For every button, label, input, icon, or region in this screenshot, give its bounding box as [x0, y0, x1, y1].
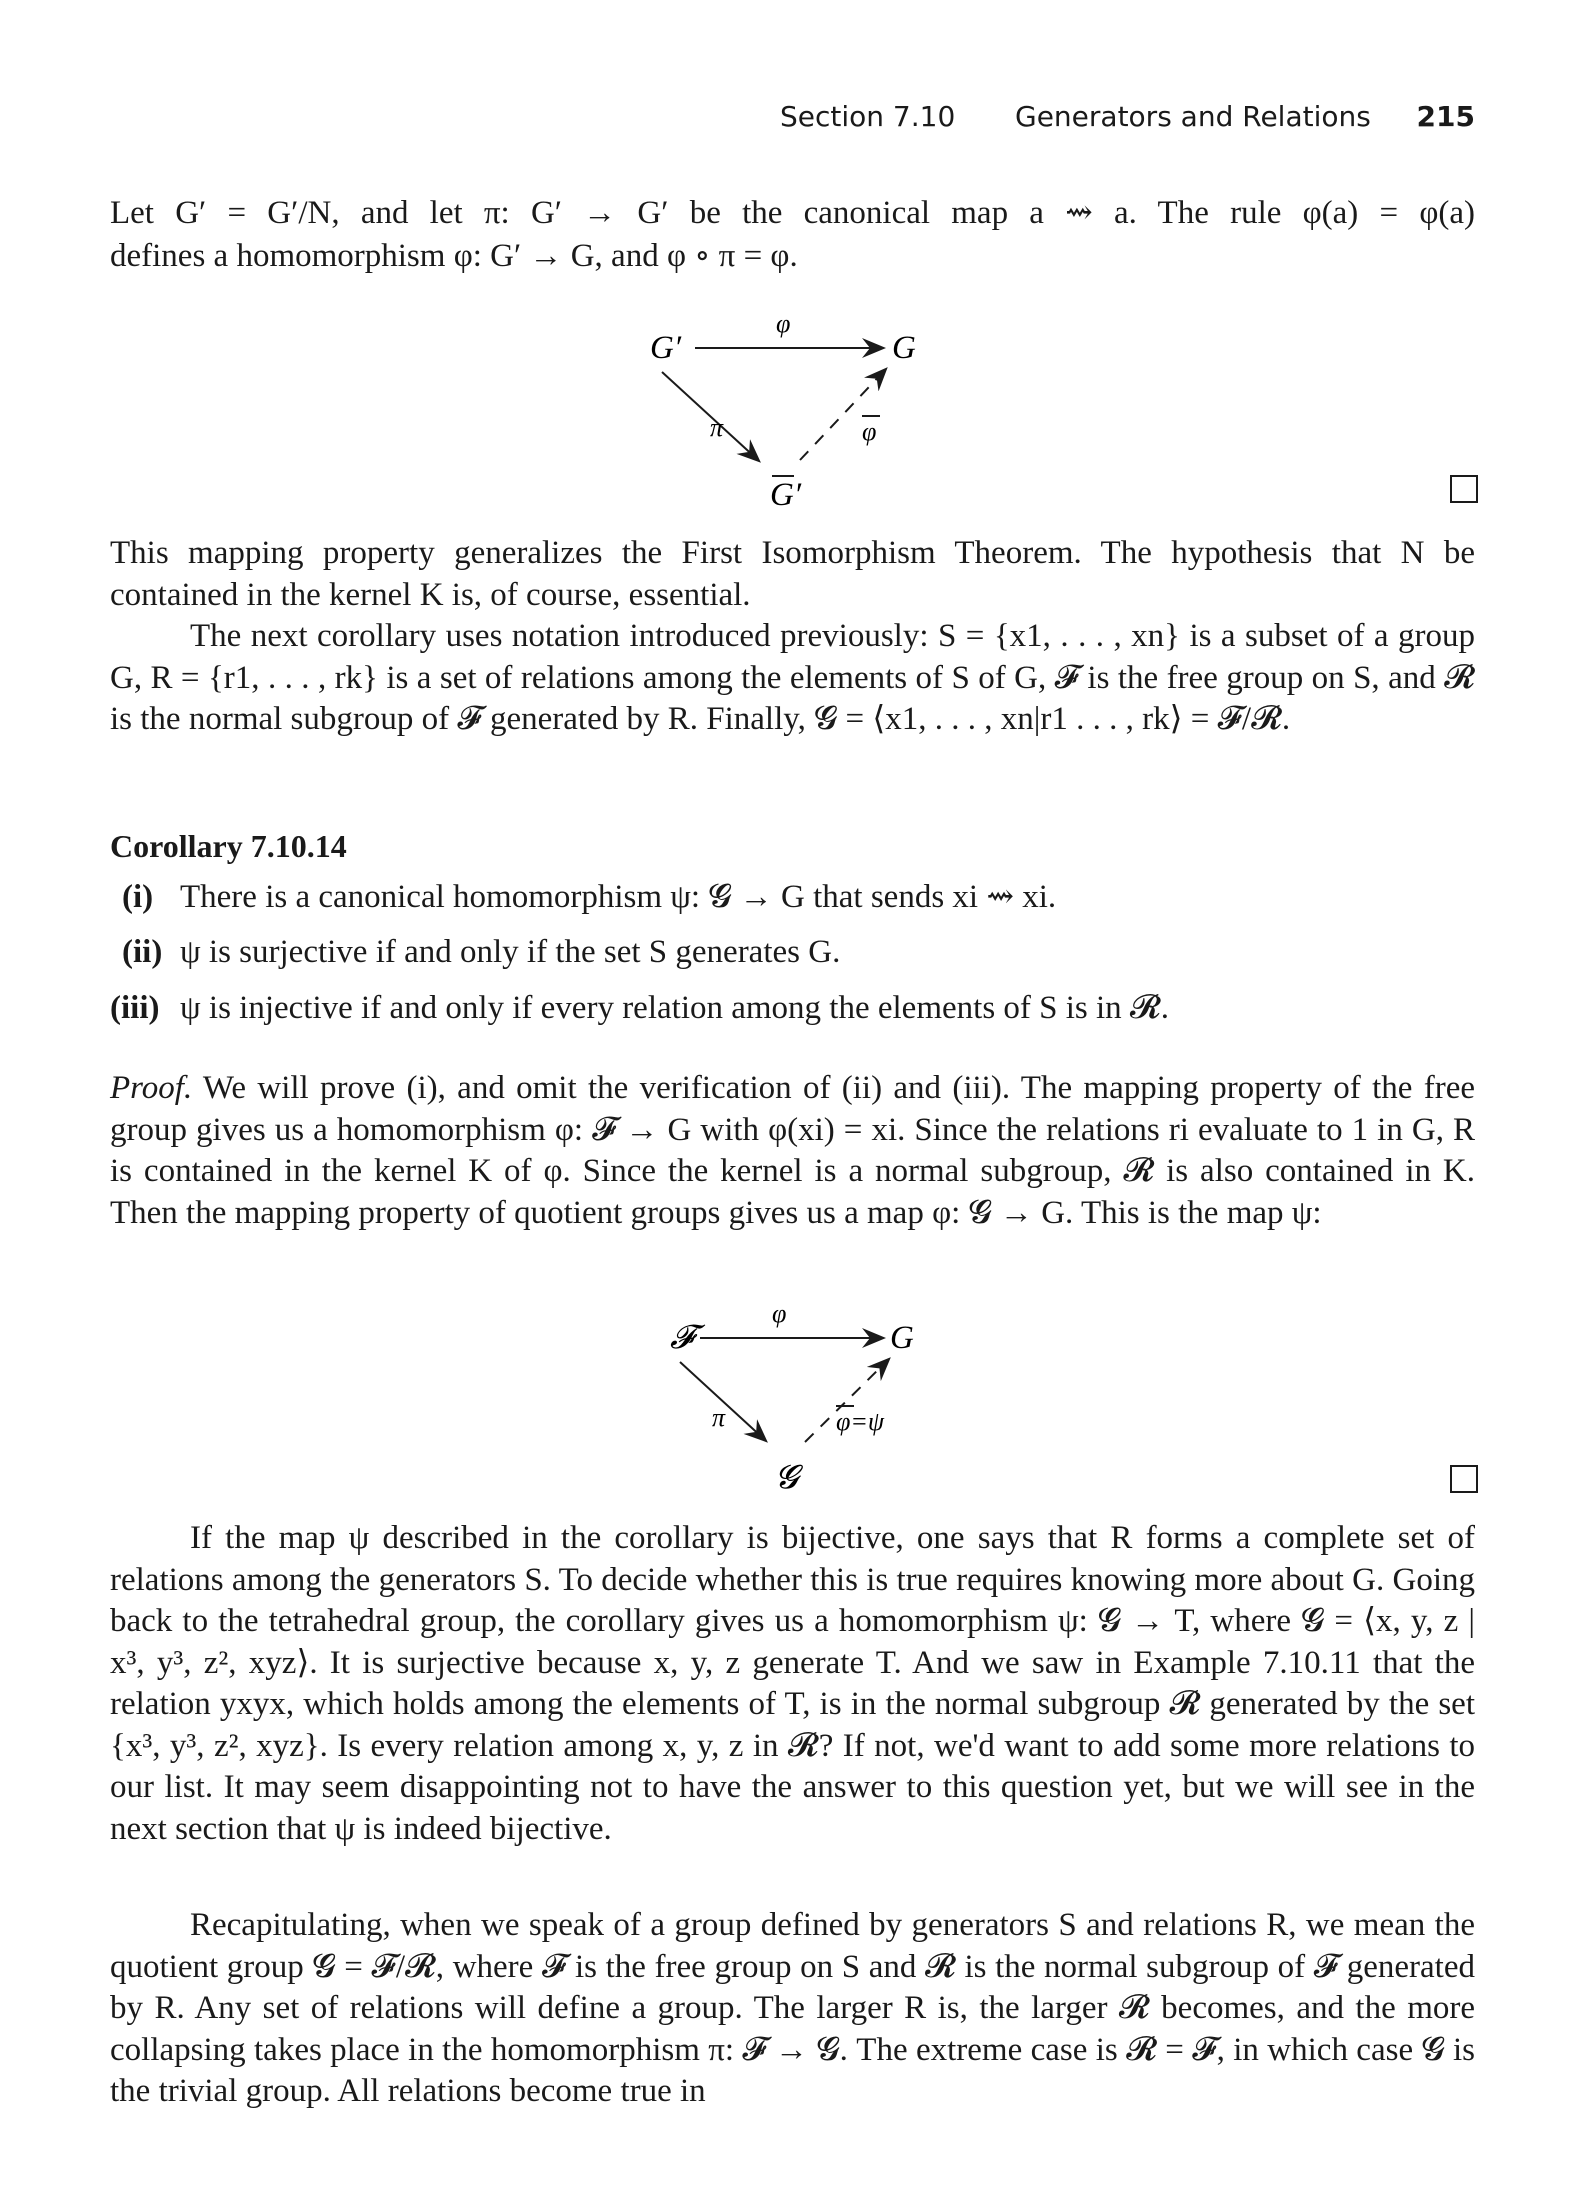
diagram1-node-bottom: G′ — [770, 477, 802, 513]
diagram1-label-top: φ — [776, 309, 791, 338]
qed-box-2 — [1450, 1465, 1478, 1493]
corollary-item-3 — [110, 988, 1169, 1028]
diagram1-node-top-left: G′ — [650, 330, 682, 366]
proof-text: We will prove (i), and omit the verification of (ii) and (iii). The mapping property of the free group gives us a homomorphism φ: 𝓕 → G with φ(xi) = xi. Since the relations ri evaluate to 1 in G, R is contained in the kernel K of φ. Since the kernel is a normal subgroup, 𝓡 is also contained in K. Then the mapping property of quotient groups gives us a map φ: 𝓖 → G. This is the map ψ: — [110, 1070, 1475, 1231]
diagram1-label-right: φ — [862, 417, 877, 446]
commutative-diagram-2 — [600, 1290, 980, 1510]
corollary-item-1 — [122, 877, 1056, 917]
intro-line-2: defines a homomorphism φ: G′ → G, and φ ∘ π = φ. — [110, 238, 798, 274]
intro-line-1: Let G′ = G′/N, and let π: G′ → G′ be the canonical map a ⇝ a. The rule φ(a) = φ(a) — [110, 195, 1475, 231]
corollary-item-label: (iii) — [110, 990, 160, 1026]
diagram2-label-left: π — [712, 1403, 726, 1432]
running-header — [760, 100, 1475, 144]
corollary-item-label: (i) — [122, 879, 154, 915]
chapter-title: Generators and Relations — [1015, 100, 1371, 133]
diagram2-node-top-right: G — [890, 1320, 914, 1356]
paragraph-isomorphism: This mapping property generalizes the First Isomorphism Theorem. The hypothesis that N be contained in the kernel K is, of course, essential. — [110, 535, 1475, 613]
qed-box-1 — [1450, 475, 1478, 503]
corollary-item-text: ψ is injective if and only if every relation among the elements of S is in 𝓡. — [180, 990, 1169, 1026]
section-label: Section 7.10 — [780, 100, 956, 133]
paragraph-bijective: If the map ψ described in the corollary is bijective, one says that R forms a complete set of relations among the generators S. To decide whether this is true requires knowing more about G. Going back to the tetrahedral group, the corollary gives us a homomorphism ψ: 𝓖 → T, where 𝓖 = ⟨x, y, z | x³, y³, z², xyz⟩. It is surjective because x, y, z generate T. And we saw in Example 7.10.11 that the relation yxyx, which holds among the elements of T, is in the normal subgroup 𝓡 generated by the set {x³, y³, z², xyz}. Is every relation among x, y, z in 𝓡? If not, we'd want to add some more relations to our list. It may seem disappointing not to have the answer to this question yet, but we will see in the next section that ψ is indeed bijective. — [110, 1520, 1475, 1847]
corollary-item-text: There is a canonical homomorphism ψ: 𝓖 → G that sends xi ⇝ xi. — [180, 879, 1057, 915]
paragraph-recapitulating: Recapitulating, when we speak of a group defined by generators S and relations R, we mean the quotient group 𝓖 = 𝓕/𝓡, where 𝓕 is the free group on S and 𝓡 is the normal subgroup of 𝓕 generated by R. Any set of relations will define a group. The larger R is, the larger 𝓡 becomes, and the more collapsing takes place in the homomorphism π: 𝓕 → 𝓖. The extreme case is 𝓡 = 𝓕, in which case 𝓖 is the trivial group. All relations become true in — [110, 1907, 1475, 2109]
diagram2-node-bottom: 𝓖 — [775, 1460, 799, 1496]
corollary-item-text: ψ is surjective if and only if the set S generates G. — [180, 934, 841, 970]
proof-label: Proof. — [110, 1070, 193, 1106]
diagram2-node-top-left: 𝓕 — [670, 1320, 695, 1356]
diagram1-node-top-right: G — [892, 330, 916, 366]
corollary-item-2 — [122, 932, 840, 972]
diagram1-label-left: π — [710, 413, 724, 442]
diagram2-label-top: φ — [772, 1299, 787, 1328]
proof-paragraph — [110, 1068, 1475, 1234]
commutative-diagram-1 — [600, 300, 960, 520]
corollary-heading: Corollary 7.10.14 — [110, 828, 347, 864]
paragraph-notation: The next corollary uses notation introduced previously: S = {x1, . . . , xn} is a subset of a group G, R = {r1, . . . , rk} is a set of relations among the elements of S of G, 𝓕 is the free group on S, and 𝓡 is the normal subgroup of 𝓕 generated by R. Finally, 𝓖 = ⟨x1, . . . , xn|r1 . . . , rk⟩ = 𝓕/𝓡. — [110, 618, 1475, 737]
corollary-item-label: (ii) — [122, 934, 163, 970]
page-number: 215 — [1416, 100, 1475, 133]
diagram2-label-right: φ=ψ — [836, 1407, 885, 1436]
